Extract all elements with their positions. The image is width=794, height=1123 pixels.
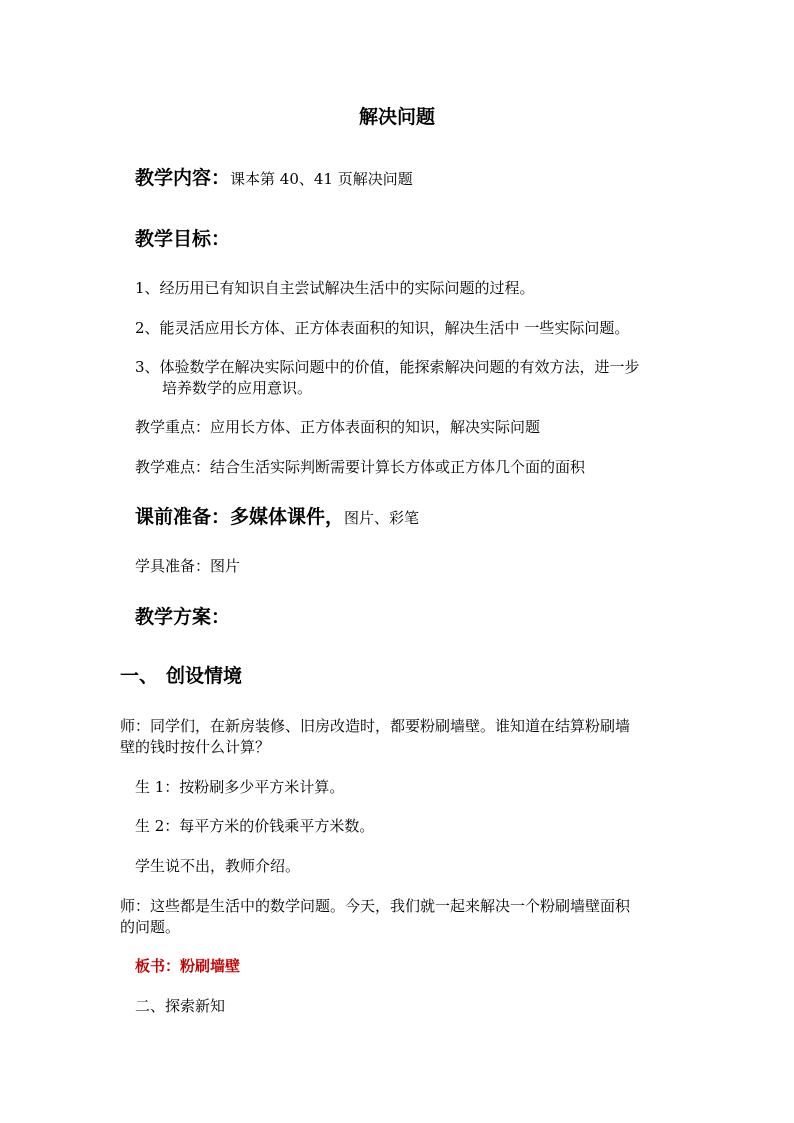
section-1-heading bbox=[120, 665, 242, 687]
class-preparation-label: 课前准备：多媒体课件， bbox=[135, 506, 345, 528]
teacher-line-1-cont: 壁的钱时按什么计算？ bbox=[120, 738, 271, 756]
teacher-intro-note: 学生说不出，教师介绍。 bbox=[135, 857, 301, 875]
difficulty: 教学难点：结合生活实际判断需要计算长方体或正方体几个面的面积 bbox=[135, 458, 586, 476]
teaching-content-label: 教学内容： bbox=[135, 167, 231, 189]
student-preparation: 学具准备：图片 bbox=[135, 557, 241, 575]
section-1-number: 一、 bbox=[120, 665, 159, 687]
key-point: 教学重点：应用长方体、正方体表面积的知识，解决实际问题 bbox=[135, 418, 541, 436]
teacher-line-2: 师：这些都是生活中的数学问题。今天，我们就一起来解决一个粉刷墙壁面积 bbox=[120, 897, 631, 915]
student-2-answer: 生 2：每平方米的价钱乘平方米数。 bbox=[135, 817, 375, 835]
class-preparation-text: 图片、彩笔 bbox=[344, 509, 420, 527]
teacher-line-2-cont: 的问题。 bbox=[120, 918, 181, 936]
student-1-answer: 生 1：按粉刷多少平方米计算。 bbox=[135, 778, 345, 796]
objectives-heading: 教学目标： bbox=[135, 228, 231, 250]
teaching-content bbox=[135, 167, 413, 190]
page-title: 解决问题 bbox=[358, 106, 435, 128]
teacher-line-1: 师：同学们，在新房装修、旧房改造时，都要粉刷墙壁。谁知道在结算粉刷墙 bbox=[120, 717, 631, 735]
teaching-content-text: 课本第 40、41 页解决问题 bbox=[230, 170, 413, 188]
objective-3-cont: 培养数学的应用意识。 bbox=[162, 379, 313, 397]
objective-1: 1、经历用已有知识自主尝试解决生活中的实际问题的过程。 bbox=[135, 279, 535, 297]
section-2-heading: 二、探索新知 bbox=[135, 997, 226, 1015]
section-1-title: 创设情境 bbox=[166, 665, 243, 687]
plan-heading: 教学方案： bbox=[135, 606, 231, 628]
objective-2: 2、能灵活应用长方体、正方体表面积的知识，解决生活中 一些实际问题。 bbox=[135, 319, 630, 337]
class-preparation bbox=[135, 506, 419, 529]
objective-3: 3、体验数学在解决实际问题中的价值，能探索解决问题的有效方法，进一步 bbox=[135, 358, 640, 376]
blackboard-note: 板书：粉刷墙壁 bbox=[135, 957, 241, 975]
